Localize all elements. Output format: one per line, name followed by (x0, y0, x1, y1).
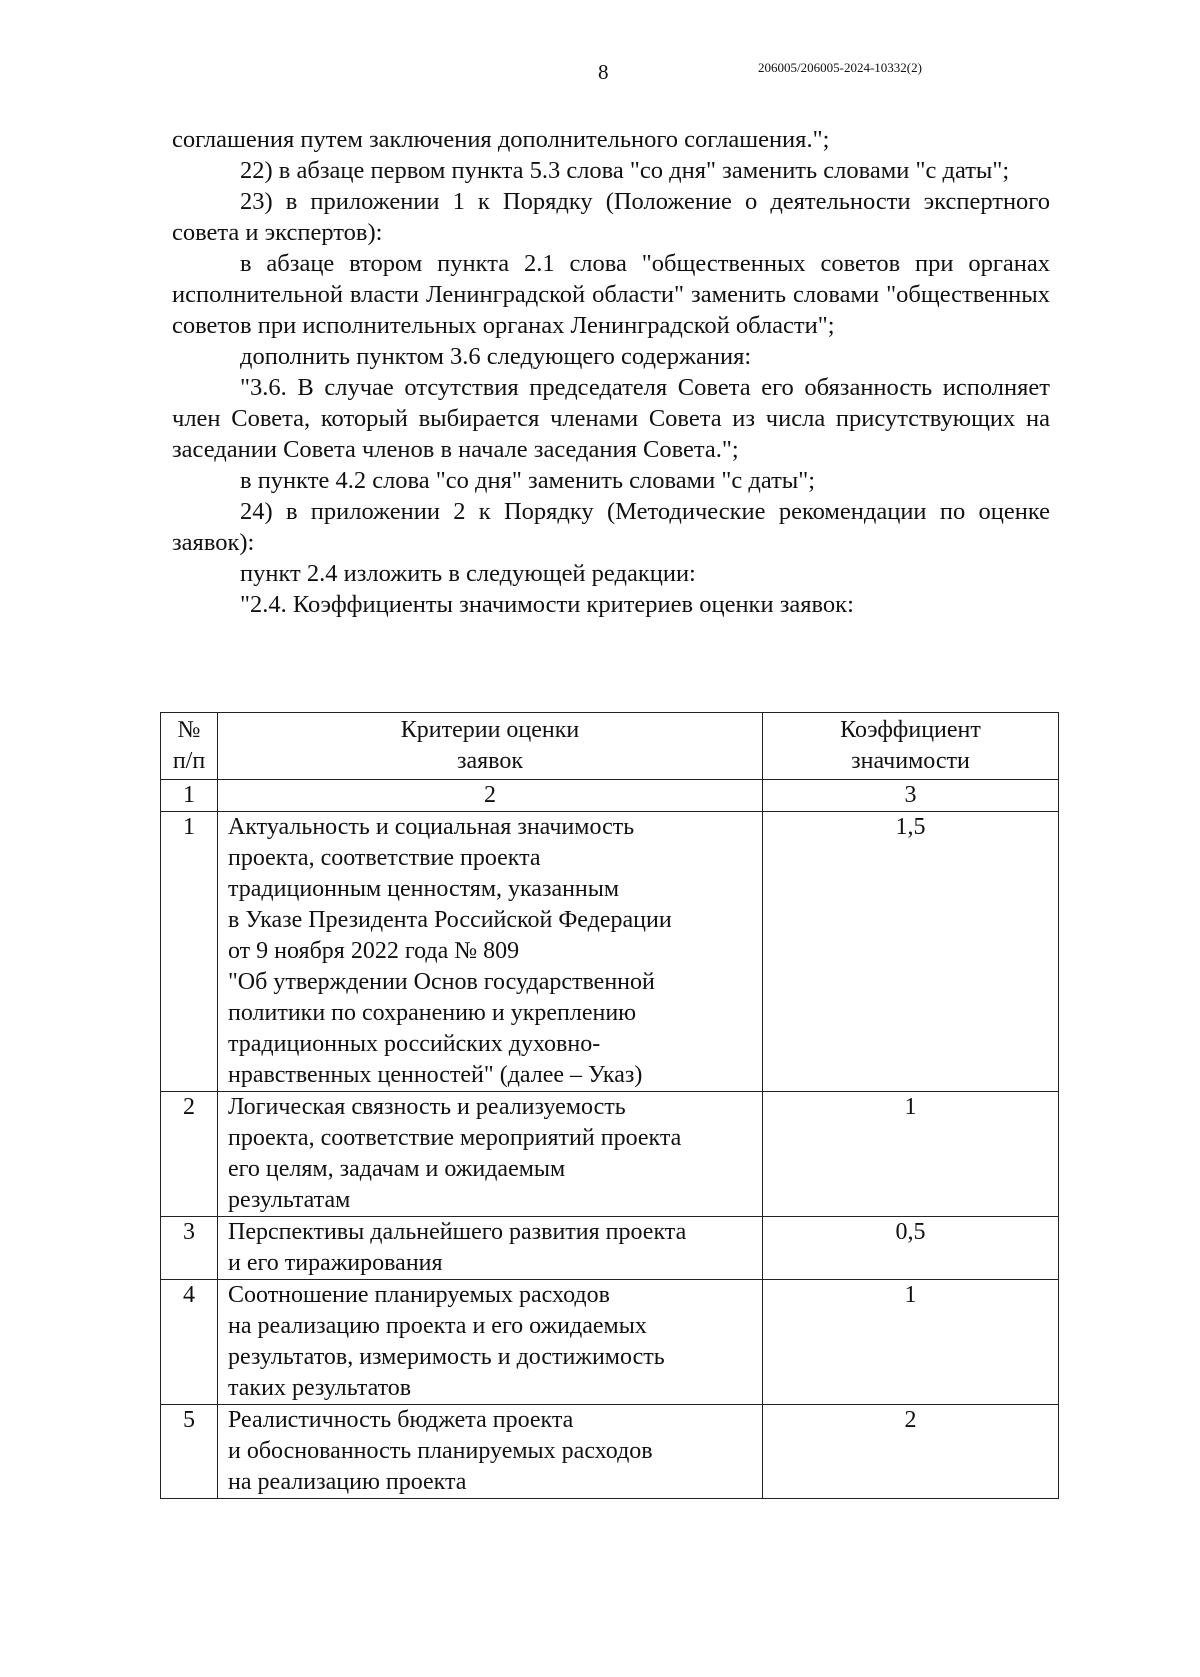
table-header-row (161, 713, 1059, 780)
header-number: № п/п (161, 713, 218, 780)
row-criterion: Актуальность и социальная значимость проекта, соответствие проекта традиционным ценностям, указанным в Указе Президента Российской Федерации от 9 ноября 2022 года № 809 "Об утверждении Основ государственной политики по сохранению и укреплению традиционных российских духовно- нравственных ценностей" (далее – Указ) (218, 812, 763, 1092)
row-coefficient: 1 (763, 1280, 1059, 1405)
paragraph-clause-4-2: в пункте 4.2 слова "со дня" заменить словами "с даты"; (240, 467, 816, 494)
criteria-table (160, 712, 1059, 1499)
paragraph-clause-3-6: "3.6. В случае отсутствия председателя Совета его обязанность исполняет член Совета, который выбирается членами Совета из числа присутствующих на заседании Совета членов в начале заседания Совета."; (172, 374, 1050, 463)
paragraph-item-22: 22) в абзаце первом пункта 5.3 слова "со дня" заменить словами "с даты"; (240, 157, 1010, 184)
table-column-numbers-row (161, 780, 1059, 812)
row-number: 1 (161, 812, 218, 1092)
row-criterion: Логическая связность и реализуемость проекта, соответствие мероприятий проекта его целям, задачам и ожидаемым результатам (218, 1092, 763, 1217)
row-number: 2 (161, 1092, 218, 1217)
paragraph-coefficients-intro: "2.4. Коэффициенты значимости критериев оценки заявок: (240, 591, 854, 618)
header-coefficient: Коэффициент значимости (763, 713, 1059, 780)
row-number: 5 (161, 1405, 218, 1499)
column-number-2: 2 (218, 780, 763, 812)
paragraph-1: соглашения путем заключения дополнительного соглашения."; (172, 126, 830, 153)
column-number-1: 1 (161, 780, 218, 812)
table-row (161, 1280, 1059, 1405)
table-row (161, 1217, 1059, 1280)
paragraph-clause-2-1: в абзаце втором пункта 2.1 слова "общественных советов при органах исполнительной власти Ленинградской области" заменить словами "общественных советов при исполнительных органах Ленинградской области"; (172, 250, 1050, 339)
row-number: 3 (161, 1217, 218, 1280)
row-criterion: Реалистичность бюджета проекта и обоснованность планируемых расходов на реализацию проекта (218, 1405, 763, 1499)
paragraph-add-3-6: дополнить пунктом 3.6 следующего содержания: (240, 343, 752, 370)
row-coefficient: 1,5 (763, 812, 1059, 1092)
row-criterion: Перспективы дальнейшего развития проекта и его тиражирования (218, 1217, 763, 1280)
row-coefficient: 0,5 (763, 1217, 1059, 1280)
document-body (172, 124, 1050, 620)
paragraph-item-24: 24) в приложении 2 к Порядку (Методические рекомендации по оценке заявок): (172, 498, 1050, 556)
row-coefficient: 2 (763, 1405, 1059, 1499)
table-row (161, 812, 1059, 1092)
paragraph-clause-2-4: пункт 2.4 изложить в следующей редакции: (240, 560, 696, 587)
row-coefficient: 1 (763, 1092, 1059, 1217)
column-number-3: 3 (763, 780, 1059, 812)
page-number: 8 (598, 60, 609, 84)
table-row (161, 1405, 1059, 1499)
row-number: 4 (161, 1280, 218, 1405)
header-criteria: Критерии оценки заявок (218, 713, 763, 780)
document-reference-number: 206005/206005-2024-10332(2) (758, 60, 922, 75)
paragraph-item-23: 23) в приложении 1 к Порядку (Положение о деятельности экспертного совета и экспертов): (172, 188, 1050, 246)
table-row (161, 1092, 1059, 1217)
row-criterion: Соотношение планируемых расходов на реализацию проекта и его ожидаемых результатов, измеримость и достижимость таких результатов (218, 1280, 763, 1405)
